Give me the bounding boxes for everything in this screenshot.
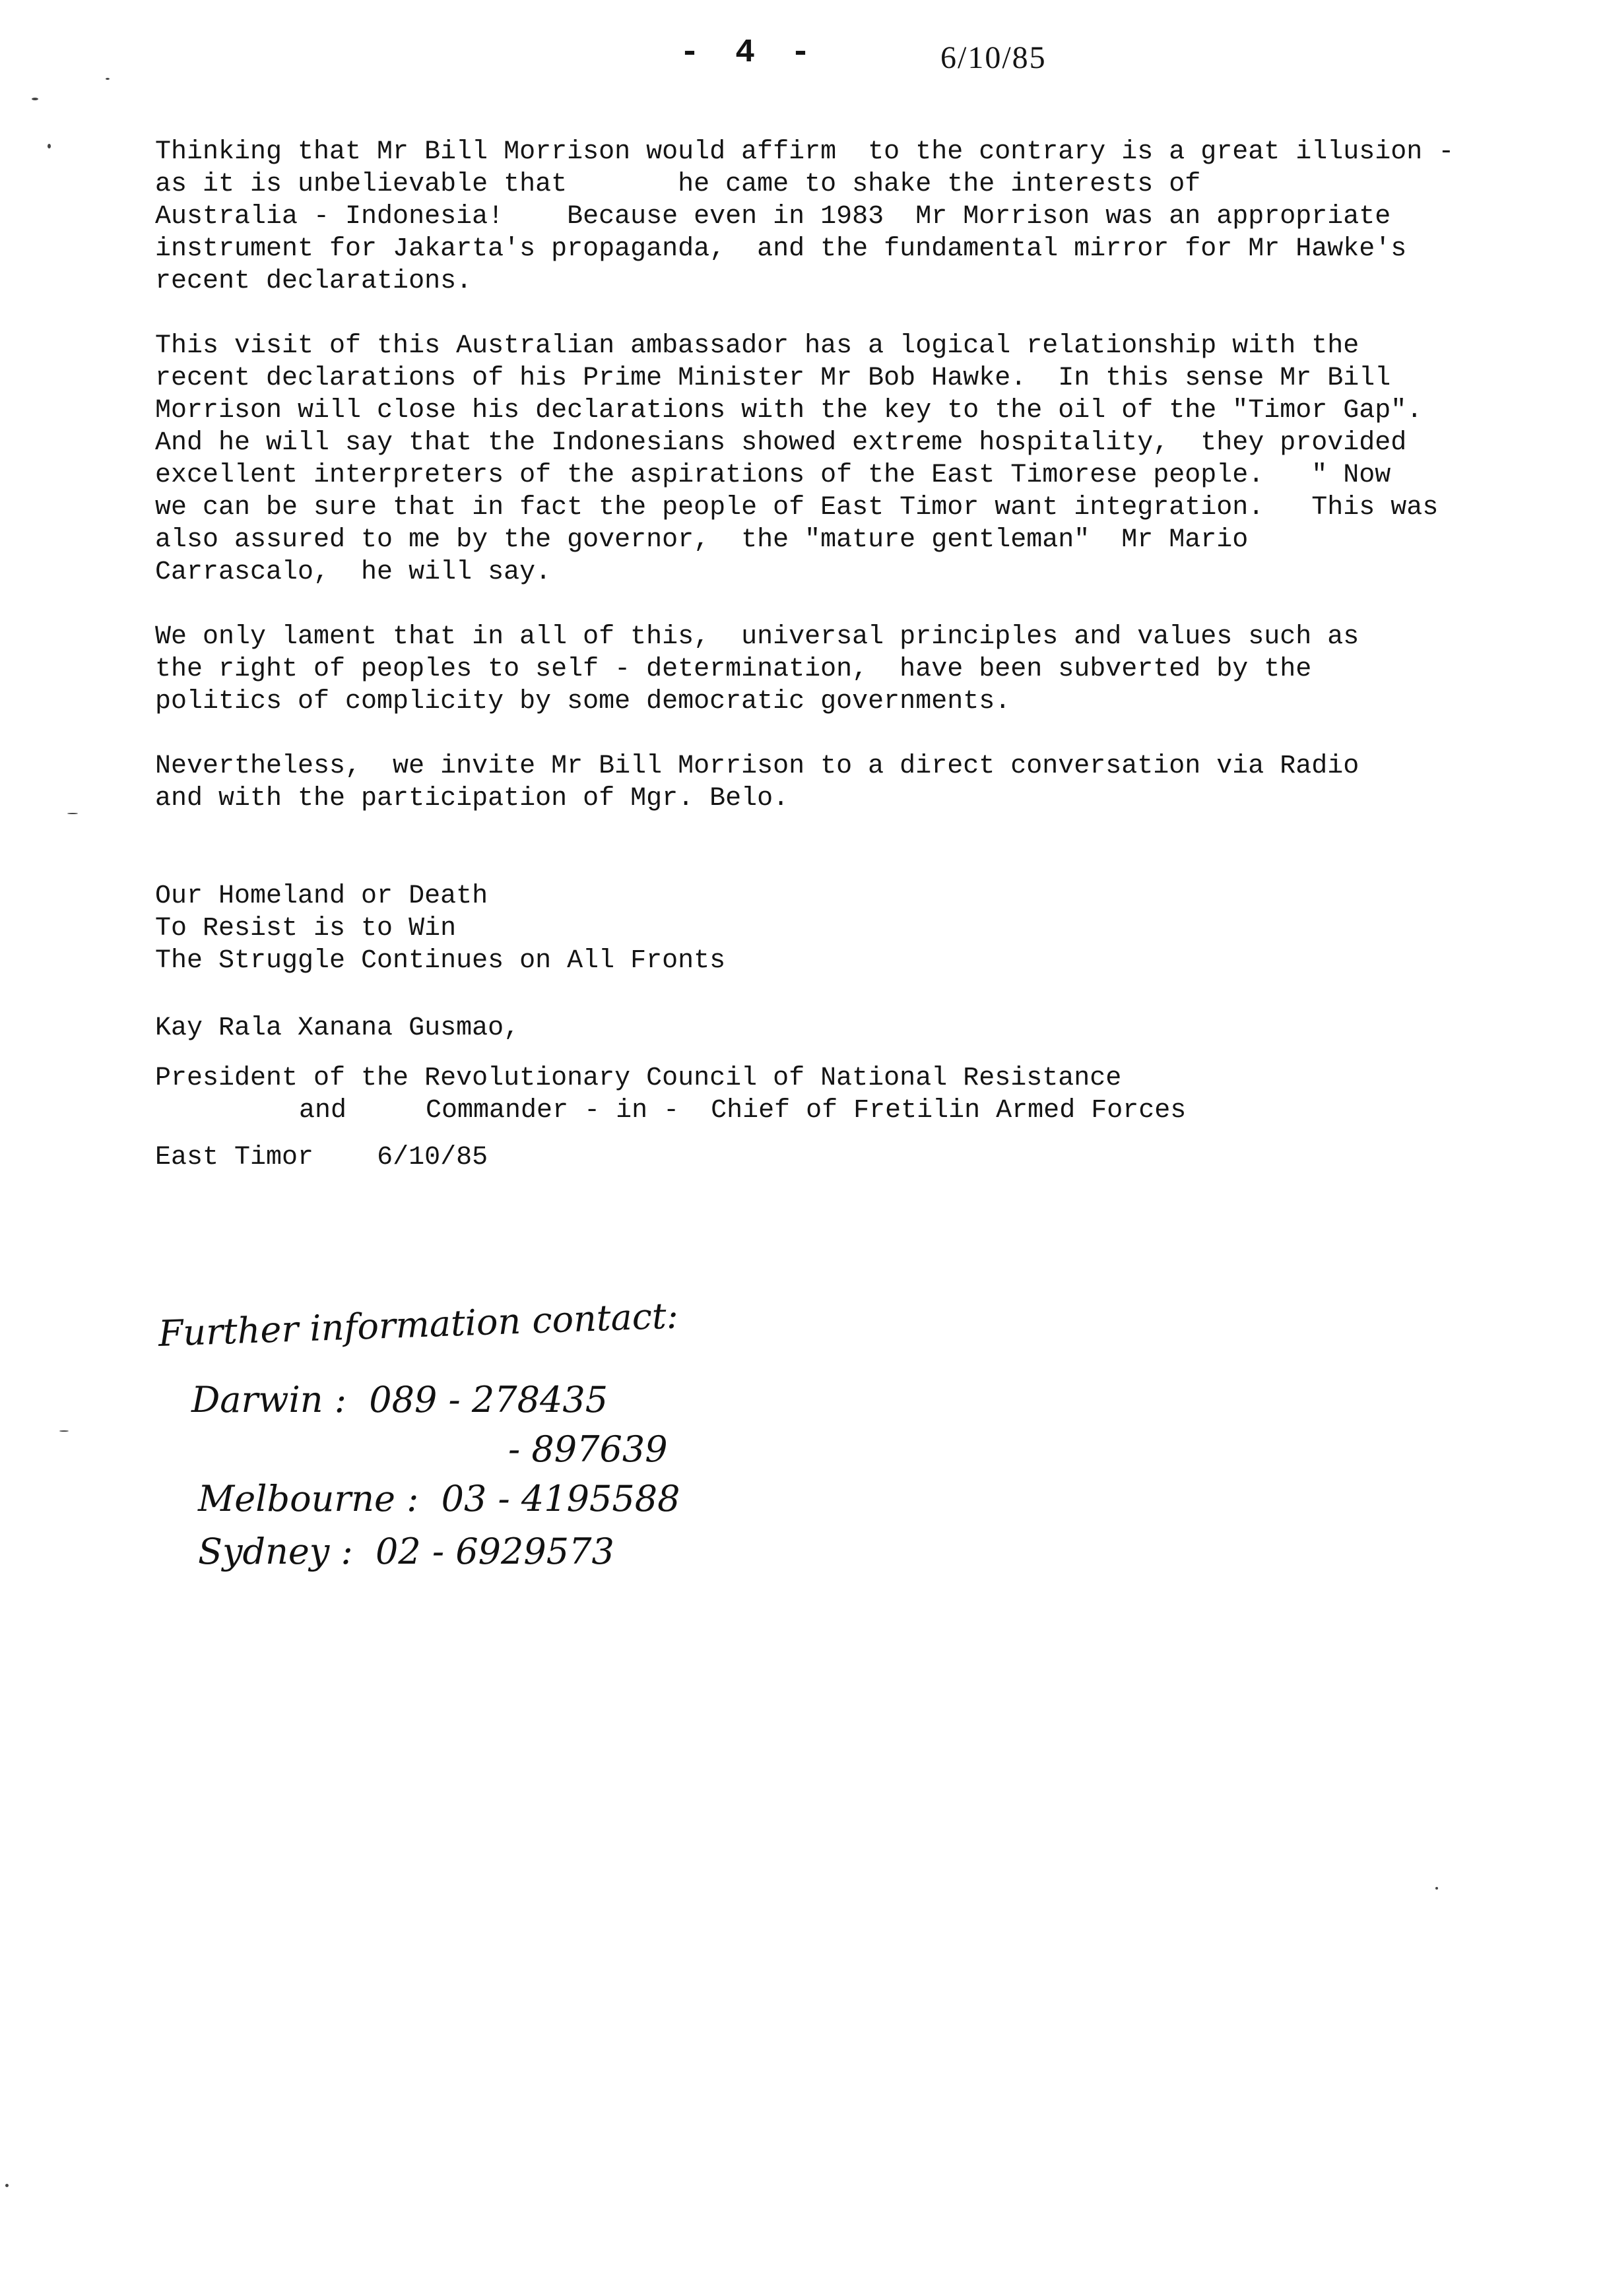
paragraph-line: instrument for Jakarta's propaganda, and the fundamental mirror for Mr Hawke's — [155, 234, 1407, 264]
contact-number: 089 - 278435 — [369, 1379, 608, 1420]
signer-title-line-2: and Commander - in - Chief of Fretilin Armed Forces — [299, 1096, 1187, 1126]
paragraph-line: recent declarations of his Prime Minister Mr Bob Hawke. In this sense Mr Bill — [155, 364, 1391, 393]
contact-number: 02 - 6929573 — [376, 1531, 614, 1572]
paragraph-4 — [155, 750, 1561, 815]
paragraph-line: Carrascalo, he will say. — [155, 558, 552, 587]
contact-number: 03 - 4195588 — [441, 1478, 680, 1519]
handwritten-contact-row: Darwin : 089 - 278435 — [191, 1379, 608, 1420]
page-header — [0, 34, 1605, 87]
paragraph-line: politics of complicity by some democratic governments. — [155, 687, 1011, 717]
signer-name: Kay Rala Xanana Gusmao, — [155, 1013, 520, 1043]
paragraph-1 — [155, 136, 1561, 298]
header-date: 6/10/85 — [940, 40, 1047, 75]
paragraph-line: also assured to me by the governor, the "mature gentleman" Mr Mario — [155, 525, 1249, 555]
paragraph-line: we can be sure that in fact the people of East Timor want integration. This was — [155, 493, 1439, 523]
handwritten-contact-row — [508, 1428, 668, 1471]
scan-speck — [106, 78, 110, 80]
letter-body — [155, 136, 1561, 847]
paragraph-line: recent declarations. — [155, 267, 473, 296]
contact-city: Darwin — [191, 1379, 323, 1420]
paragraph-line: Australia - Indonesia! Because even in 1983 Mr Morrison was an appropriate — [155, 202, 1391, 232]
sign-date: 6/10/85 — [377, 1143, 488, 1172]
scan-speck — [48, 144, 51, 148]
scan-speck — [59, 1430, 69, 1432]
closing-slogans — [155, 880, 725, 977]
paragraph-3 — [155, 621, 1561, 718]
paragraph-line: as it is unbelievable that he came to shake the interests of — [155, 170, 1201, 199]
paragraph-2 — [155, 330, 1561, 589]
closing-line: To Resist is to Win — [155, 914, 457, 943]
handwritten-contact-row: Melbourne : 03 - 4195588 — [198, 1478, 680, 1519]
contact-number: - 897639 — [508, 1428, 668, 1470]
paragraph-line: This visit of this Australian ambassador has a logical relationship with the — [155, 331, 1359, 361]
paragraph-line: and with the participation of Mgr. Belo. — [155, 784, 789, 813]
sign-place-date — [155, 1141, 488, 1174]
paragraph-line: And he will say that the Indonesians showed extreme hospitality, they provided — [155, 428, 1407, 458]
closing-line: The Struggle Continues on All Fronts — [155, 946, 726, 976]
paragraph-line: Morrison will close his declarations with the key to the oil of the "Timor Gap". — [155, 396, 1423, 426]
signer-title-line-1: President of the Revolutionary Council of National Resistance — [155, 1064, 1122, 1093]
paragraph-line: excellent interpreters of the aspirations of the East Timorese people. " Now — [155, 461, 1391, 490]
paragraph-line: the right of peoples to self - determination, have been subverted by the — [155, 654, 1312, 684]
handwritten-heading: Further information contact: — [157, 1294, 679, 1355]
signer-name-block — [155, 1012, 519, 1044]
handwritten-contact-row: Sydney : 02 - 6929573 — [198, 1531, 614, 1572]
contact-city: Melbourne — [198, 1478, 395, 1519]
scan-speck — [67, 813, 78, 814]
scan-speck — [5, 2184, 9, 2187]
closing-line: Our Homeland or Death — [155, 881, 488, 911]
scan-speck — [32, 98, 38, 100]
paragraph-line: Thinking that Mr Bill Morrison would affirm to the contrary is a great illusion - — [155, 137, 1455, 167]
paragraph-line: We only lament that in all of this, universal principles and values such as — [155, 622, 1359, 652]
paragraph-line: Nevertheless, we invite Mr Bill Morrison to a direct conversation via Radio — [155, 751, 1359, 781]
sign-place: East Timor — [155, 1143, 314, 1172]
signer-title-block — [155, 1062, 1186, 1127]
contact-city: Sydney — [198, 1531, 330, 1572]
page-number: - 4 - — [680, 34, 819, 72]
scan-speck — [1435, 1887, 1438, 1890]
